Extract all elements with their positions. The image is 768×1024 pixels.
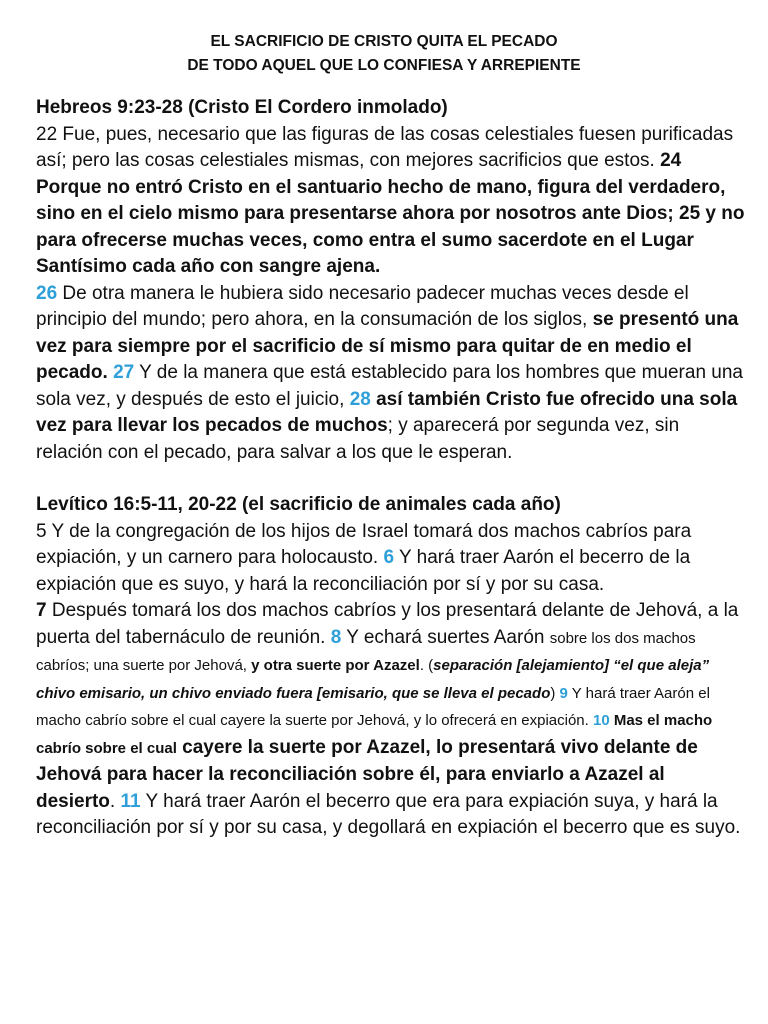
verse-number: 24 [660,150,682,171]
verse-text-bold: así también Cristo fue ofrecido una sola vez para llevar los pecados de muchos [36,388,738,436]
section-heading-levitico: Levítico 16:5-11, 20-22 (el sacrificio de animales cada año) [36,494,561,515]
title-line-1: EL SACRIFICIO DE CRISTO QUITA EL PECADO [210,33,558,50]
document-body [36,95,748,842]
paragraph-hebreos-22-25 [36,122,748,281]
verse-text: 22 Fue, pues, necesario que las figuras de las cosas celestiales fuesen purificadas así; pero las cosas celestiales mismas, con mejores sacrificios que estos. [36,123,734,171]
verse-text: Y de la manera que está establecido para los hombres que mueran una sola vez, y después de esto el juicio, [36,362,743,410]
verse-text: Después tomará los dos machos cabríos y los presentará delante de Jehová, a la puerta del tabernáculo de reunión. [36,600,739,648]
verse-text-small: sobre los dos machos cabríos; una suerte por Jehová, [36,629,696,674]
verse-number: 7 [36,600,47,621]
verse-text-small: Y hará traer Aarón el macho cabrío sobre el cual cayere la suerte por Jehová, y lo ofrecerá en expiación. [36,684,710,729]
verse-number: 27 [107,362,135,383]
verse-text-small-bold: Mas el macho cabrío sobre el cual [36,712,713,757]
verse-text: Y hará traer Aarón el becerro que era para expiación suya, y hará la reconciliación por sí y por su casa, y degollará en expiación el becerro que es suyo. [36,790,741,838]
verse-text: . [109,790,121,812]
verse-text: ; y aparecerá por segunda vez, sin relación con el pecado, para salvar a los que le esperan. [36,415,680,463]
paragraph-levitico-7-11 [36,598,748,842]
verse-text-small-bold: y otra suerte por Azazel [251,657,420,674]
paragraph-levitico-5-6 [36,519,748,599]
verse-number: 6 [383,547,395,568]
verse-text-small: ) [550,684,560,702]
verse-number: 26 [36,282,58,304]
verse-text-small: . ( [419,657,434,674]
verse-number: 28 [349,388,371,410]
title-line-2: DE TODO AQUEL QUE LO CONFIESA Y ARREPIENTE [187,57,581,74]
section-gap [36,466,748,492]
verse-text: 5 Y de la congregación de los hijos de Israel tomará dos machos cabríos para expiación, y un carnero para holocausto. [36,520,692,568]
verse-number: 10 [592,712,610,729]
verse-number: 9 [559,684,568,702]
verse-text-bold: cayere la suerte por Azazel, lo presentará vivo delante de Jehová para hacer la reconciliación sobre él, para enviarlo a Azazel al desierto [36,736,698,812]
section-heading-hebreos: Hebreos 9:23-28 (Cristo El Cordero inmolado) [36,97,448,118]
paragraph-hebreos-26-28 [36,281,748,467]
verse-text: Y hará traer Aarón el becerro de la expiación que es suyo, y hará la reconciliación por sí y por su casa. [36,547,691,595]
verse-text-bold: Porque no entró Cristo en el santuario hecho de mano, figura del verdadero, sino en el cielo mismo para presentarse ahora por nosotros ante Dios; 25 y no para ofrecerse muchas veces, como entra el sumo sacerdote en el Lugar Santísimo cada año con sangre ajena. [36,176,745,277]
document-title [0,30,768,78]
verse-text: De otra manera le hubiera sido necesario padecer muchas veces desde el principio del mundo; pero ahora, en la consumación de los siglos, [36,282,689,330]
verse-text-bold: se presentó una vez para siempre por el sacrificio de sí mismo para quitar de en medio el pecado. [36,309,739,383]
verse-text: Y echará suertes Aarón [341,626,550,648]
verse-number: 11 [120,790,141,812]
verse-number: 8 [330,626,342,648]
verse-text-italic: separación [alejamiento] “el que aleja” chivo emisario, un chivo enviado fuera [emisario, que se lleva el pecado [36,657,710,702]
